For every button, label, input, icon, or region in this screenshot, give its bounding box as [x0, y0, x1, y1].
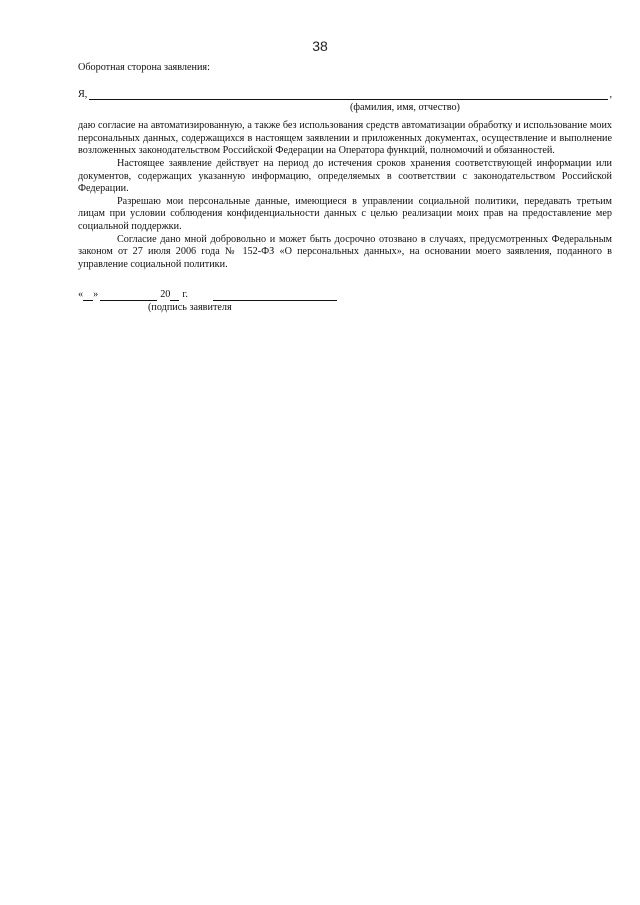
year-prefix: 20	[160, 289, 171, 301]
page-number: 38	[312, 38, 328, 54]
date-quote-open: «	[78, 289, 84, 301]
year-field[interactable]	[170, 290, 179, 301]
date-signature-row	[78, 289, 612, 302]
document-heading: Оборотная сторона заявления:	[78, 62, 210, 73]
consent-paragraph-2: Настоящее заявление действует на период до истечения сроков хранения соответствующей информации или документов, содержащих указанную информацию, определяемых в соответствии с законодательством Российской Федерации.	[78, 157, 612, 195]
signature-field[interactable]	[213, 290, 337, 301]
name-prefix: Я,	[78, 89, 88, 100]
consent-paragraph-3: Разрешаю мои персональные данные, имеющиеся в управлении социальной политики, передавать третьим лицам при условии соблюдения конфиденциальности данных с целью реализации моих прав на предоставление мер социальной поддержки.	[78, 195, 612, 232]
name-suffix: ,	[609, 89, 612, 100]
name-field-row	[78, 89, 612, 102]
signature-caption: (подпись заявителя	[148, 301, 232, 313]
year-suffix: г.	[182, 289, 188, 301]
day-field[interactable]	[83, 290, 93, 301]
document-body	[78, 62, 612, 315]
consent-paragraph-4: Согласие дано мной добровольно и может быть досрочно отозвано в случаях, предусмотренных Федеральным законом от 27 июля 2006 года № 152-ФЗ «О персональных данных», на основании моего заявления, поданного в управление социальной политики.	[78, 233, 612, 270]
date-quote-close: »	[93, 289, 99, 301]
consent-paragraph-1: даю согласие на автоматизированную, а также без использования средств автоматизации обработку и использование моих персональных данных, содержащихся в настоящем заявлении и приложенных документах, осуществление и выполнение возложенных законодательством Российской Федерации на Оператора функций, полномочий и обязанностей.	[78, 120, 612, 157]
full-name-caption: (фамилия, имя, отчество)	[350, 101, 460, 113]
month-field[interactable]	[100, 290, 157, 301]
full-name-field[interactable]	[89, 89, 608, 100]
